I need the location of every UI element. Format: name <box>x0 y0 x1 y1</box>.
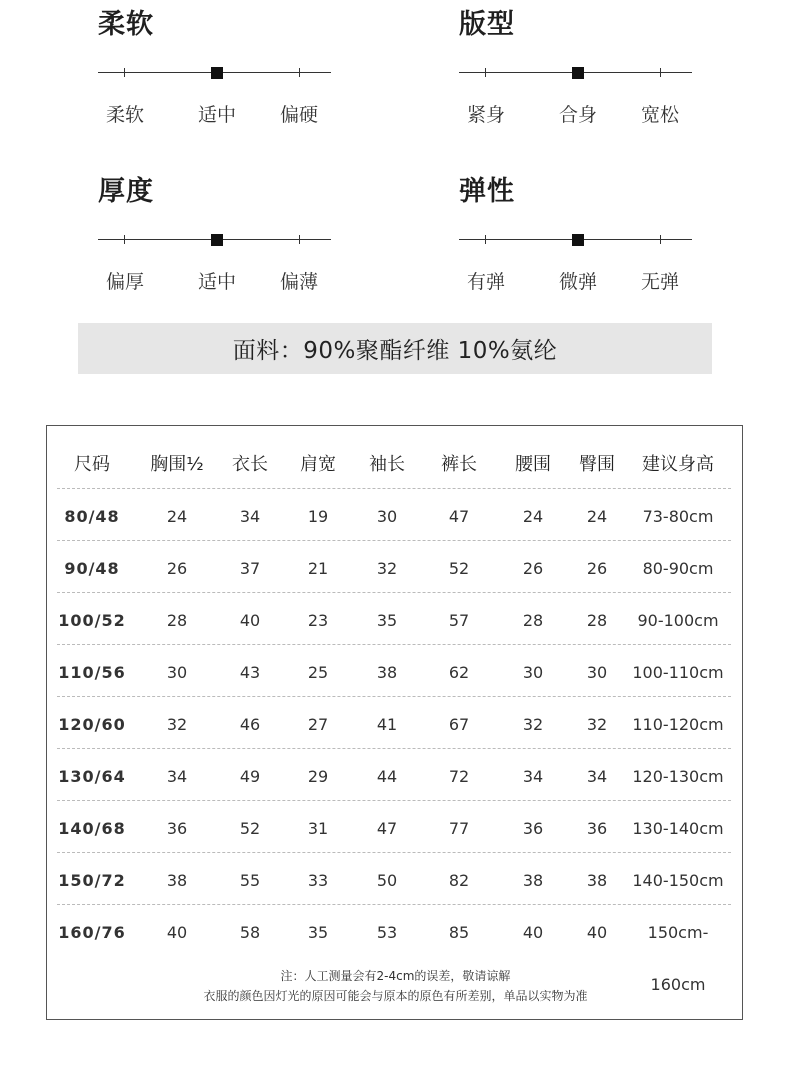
size-cell: 130/64 <box>58 767 126 786</box>
table-cell: 40 <box>522 923 544 942</box>
stretch-title: 弹性 <box>459 176 515 207</box>
scale-label: 微弹 <box>558 271 597 293</box>
scale-label: 适中 <box>197 104 236 126</box>
column-header: 胸围½ <box>150 454 204 475</box>
row-divider <box>57 696 731 697</box>
scale-tick <box>299 235 300 244</box>
table-cell: 38 <box>522 871 544 890</box>
table-cell: 58 <box>239 923 261 942</box>
table-cell: 24 <box>166 507 188 526</box>
fit-title: 版型 <box>459 9 515 40</box>
scale-label: 偏薄 <box>279 271 318 293</box>
table-row <box>57 855 731 907</box>
table-cell: 41 <box>376 715 398 734</box>
table-cell: 44 <box>376 767 398 786</box>
table-row <box>57 803 731 855</box>
size-cell: 90/48 <box>64 559 120 578</box>
table-cell: 43 <box>239 663 261 682</box>
selected-marker <box>211 234 223 246</box>
table-cell: 55 <box>239 871 261 890</box>
table-cell: 31 <box>307 819 329 838</box>
scale-label: 无弹 <box>640 271 679 293</box>
table-cell: 50 <box>376 871 398 890</box>
column-header: 建议身高 <box>642 454 714 475</box>
table-cell: 53 <box>376 923 398 942</box>
table-cell: 77 <box>448 819 470 838</box>
size-cell: 120/60 <box>58 715 126 734</box>
table-cell: 35 <box>307 923 329 942</box>
table-cell: 130-140cm <box>632 819 724 838</box>
table-cell: 90-100cm <box>637 611 719 630</box>
table-cell: 38 <box>586 871 608 890</box>
scale-label: 偏硬 <box>279 104 318 126</box>
table-cell: 28 <box>586 611 608 630</box>
table-cell: 30 <box>522 663 544 682</box>
table-cell: 34 <box>586 767 608 786</box>
table-cell: 36 <box>586 819 608 838</box>
table-cell: 46 <box>239 715 261 734</box>
size-cell: 80/48 <box>64 507 120 526</box>
table-cell: 52 <box>448 559 470 578</box>
column-header: 臀围 <box>579 454 615 475</box>
table-cell: 47 <box>448 507 470 526</box>
scale-tick <box>299 68 300 77</box>
size-cell: 150/72 <box>58 871 126 890</box>
scale-label: 宽松 <box>640 104 679 126</box>
fabric-banner: 面料：90%聚酯纤维 10%氨纶 <box>78 323 712 374</box>
selected-marker <box>572 234 584 246</box>
table-cell: 110-120cm <box>632 715 724 734</box>
table-cell: 33 <box>307 871 329 890</box>
size-cell: 100/52 <box>58 611 126 630</box>
table-cell: 34 <box>239 507 261 526</box>
table-cell: 34 <box>522 767 544 786</box>
table-cell: 82 <box>448 871 470 890</box>
column-header: 裤长 <box>441 454 477 475</box>
table-cell: 36 <box>522 819 544 838</box>
table-cell: 40 <box>166 923 188 942</box>
row-divider <box>57 592 731 593</box>
row-divider <box>57 540 731 541</box>
table-header-row <box>57 439 731 491</box>
table-cell: 72 <box>448 767 470 786</box>
column-header: 肩宽 <box>300 454 336 475</box>
table-cell: 47 <box>376 819 398 838</box>
table-cell: 150cm-160cm <box>647 923 709 994</box>
table-cell: 28 <box>522 611 544 630</box>
table-cell: 100-110cm <box>632 663 724 682</box>
table-row <box>57 543 731 595</box>
table-cell: 62 <box>448 663 470 682</box>
table-cell: 67 <box>448 715 470 734</box>
table-cell: 30 <box>376 507 398 526</box>
table-cell: 35 <box>376 611 398 630</box>
row-divider <box>57 852 731 853</box>
table-cell: 38 <box>376 663 398 682</box>
table-cell: 19 <box>307 507 329 526</box>
note-line: 衣服的颜色因灯光的原因可能会与原本的原色有所差别，单品以实物为准 <box>203 989 588 1003</box>
table-cell: 34 <box>166 767 188 786</box>
table-cell: 32 <box>586 715 608 734</box>
scale-label: 适中 <box>197 271 236 293</box>
table-cell: 49 <box>239 767 261 786</box>
softness-title: 柔软 <box>98 9 154 40</box>
scale-label: 合身 <box>558 104 597 126</box>
scale-tick <box>485 235 486 244</box>
table-cell: 36 <box>166 819 188 838</box>
table-cell: 52 <box>239 819 261 838</box>
table-cell: 26 <box>166 559 188 578</box>
table-notes <box>47 966 744 1006</box>
table-cell: 23 <box>307 611 329 630</box>
column-header: 尺码 <box>74 454 110 475</box>
scale-tick <box>124 235 125 244</box>
table-cell: 73-80cm <box>642 507 714 526</box>
table-row <box>57 751 731 803</box>
scale-tick <box>660 68 661 77</box>
row-divider <box>57 904 731 905</box>
row-divider <box>57 644 731 645</box>
table-cell: 140-150cm <box>632 871 724 890</box>
column-header: 衣长 <box>232 454 268 475</box>
note-line: 注：人工测量会有2-4cm的误差，敬请谅解 <box>280 969 511 983</box>
size-cell: 110/56 <box>58 663 126 682</box>
table-cell: 29 <box>307 767 329 786</box>
table-row <box>57 699 731 751</box>
size-cell: 160/76 <box>58 923 126 942</box>
table-cell: 24 <box>522 507 544 526</box>
scale-tick <box>124 68 125 77</box>
table-row <box>57 491 731 543</box>
table-cell: 21 <box>307 559 329 578</box>
column-header: 袖长 <box>369 454 405 475</box>
table-cell: 26 <box>522 559 544 578</box>
table-cell: 24 <box>586 507 608 526</box>
thickness-title: 厚度 <box>98 176 154 207</box>
scale-tick <box>660 235 661 244</box>
table-cell: 30 <box>586 663 608 682</box>
column-header: 腰围 <box>515 454 551 475</box>
table-cell: 32 <box>522 715 544 734</box>
scale-tick <box>485 68 486 77</box>
scale-label: 偏厚 <box>105 271 144 293</box>
table-cell: 38 <box>166 871 188 890</box>
row-divider <box>57 800 731 801</box>
table-row <box>57 595 731 647</box>
table-cell: 40 <box>239 611 261 630</box>
table-cell: 120-130cm <box>632 767 724 786</box>
row-divider <box>57 748 731 749</box>
size-cell: 140/68 <box>58 819 126 838</box>
scale-label: 柔软 <box>105 104 144 126</box>
table-cell: 32 <box>166 715 188 734</box>
table-row <box>57 647 731 699</box>
row-divider <box>57 488 731 489</box>
table-cell: 32 <box>376 559 398 578</box>
table-cell: 28 <box>166 611 188 630</box>
table-cell: 37 <box>239 559 261 578</box>
table-cell: 30 <box>166 663 188 682</box>
table-cell: 85 <box>448 923 470 942</box>
table-cell: 57 <box>448 611 470 630</box>
selected-marker <box>572 67 584 79</box>
size-table <box>46 425 743 1020</box>
table-cell: 80-90cm <box>642 559 714 578</box>
table-cell: 40 <box>586 923 608 942</box>
selected-marker <box>211 67 223 79</box>
scale-label: 紧身 <box>466 104 505 126</box>
scale-label: 有弹 <box>466 271 505 293</box>
table-cell: 26 <box>586 559 608 578</box>
table-cell: 27 <box>307 715 329 734</box>
table-cell: 25 <box>307 663 329 682</box>
